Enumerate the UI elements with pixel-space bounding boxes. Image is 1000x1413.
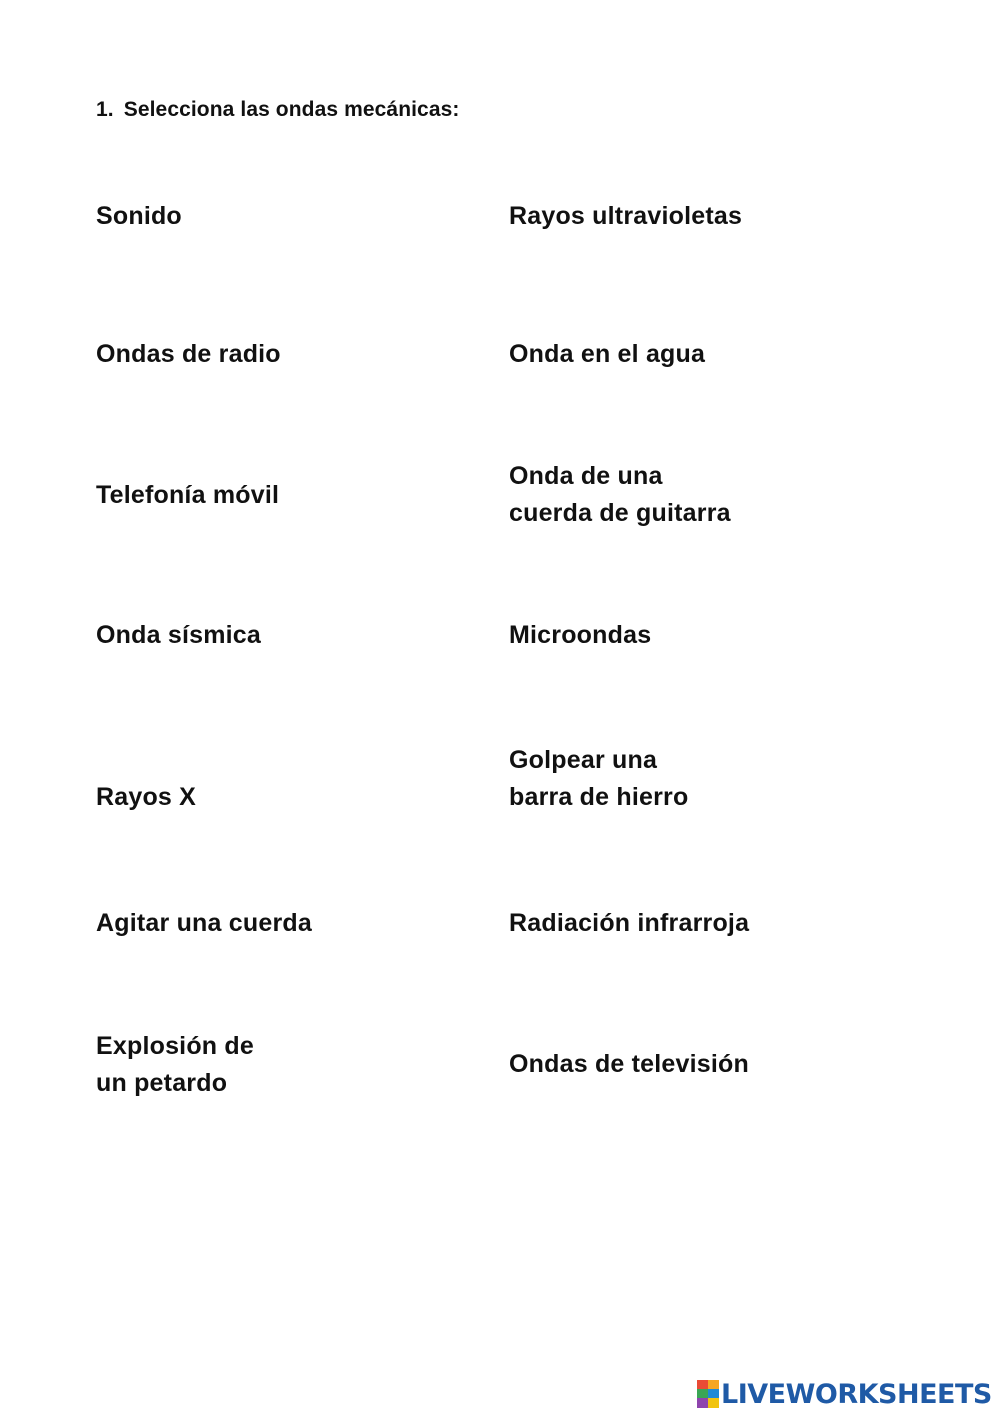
option-onda-cuerda-guitarra[interactable] [509,458,731,532]
option-line: un petardo [96,1069,228,1097]
option-line: Onda de una [509,462,663,490]
option-explosion-de-un-petardo[interactable] [96,1028,254,1102]
option-ondas-de-radio[interactable] [96,336,281,373]
liveworksheets-logo-text: LIVEWORKSHEETS [721,1378,992,1410]
option-line: Onda en el agua [509,340,706,368]
option-radiacion-infrarroja[interactable] [509,905,749,942]
option-line: Radiación infrarroja [509,909,750,937]
option-microondas[interactable] [509,617,651,654]
option-line: barra de hierro [509,783,689,811]
option-line: Explosión de [96,1032,254,1060]
option-line: Rayos X [96,783,197,811]
option-rayos-x[interactable] [96,779,196,816]
option-line: Ondas de radio [96,340,281,368]
liveworksheets-logo [697,1377,992,1411]
option-line: cuerda de guitarra [509,499,731,527]
option-line: Telefonía móvil [96,481,280,509]
option-agitar-una-cuerda[interactable] [96,905,312,942]
option-line: Microondas [509,621,652,649]
question-number: 1. [96,98,114,121]
option-line: Golpear una [509,746,658,774]
option-line: Sonido [96,202,182,230]
option-line: Onda sísmica [96,621,261,649]
option-sonido[interactable] [96,198,182,235]
option-rayos-ultravioletas[interactable] [509,198,742,235]
question-text: Selecciona las ondas mecánicas: [123,98,460,121]
liveworksheets-logo-icon [697,1380,719,1408]
option-onda-en-el-agua[interactable] [509,336,705,373]
option-onda-sismica[interactable] [96,617,261,654]
option-line: Ondas de televisión [509,1050,749,1078]
option-golpear-barra-hierro[interactable] [509,742,688,816]
question-title [96,98,460,122]
option-line: Rayos ultravioletas [509,202,743,230]
option-ondas-de-television[interactable] [509,1046,749,1083]
option-line: Agitar una cuerda [96,909,312,937]
option-telefonia-movil[interactable] [96,477,279,514]
